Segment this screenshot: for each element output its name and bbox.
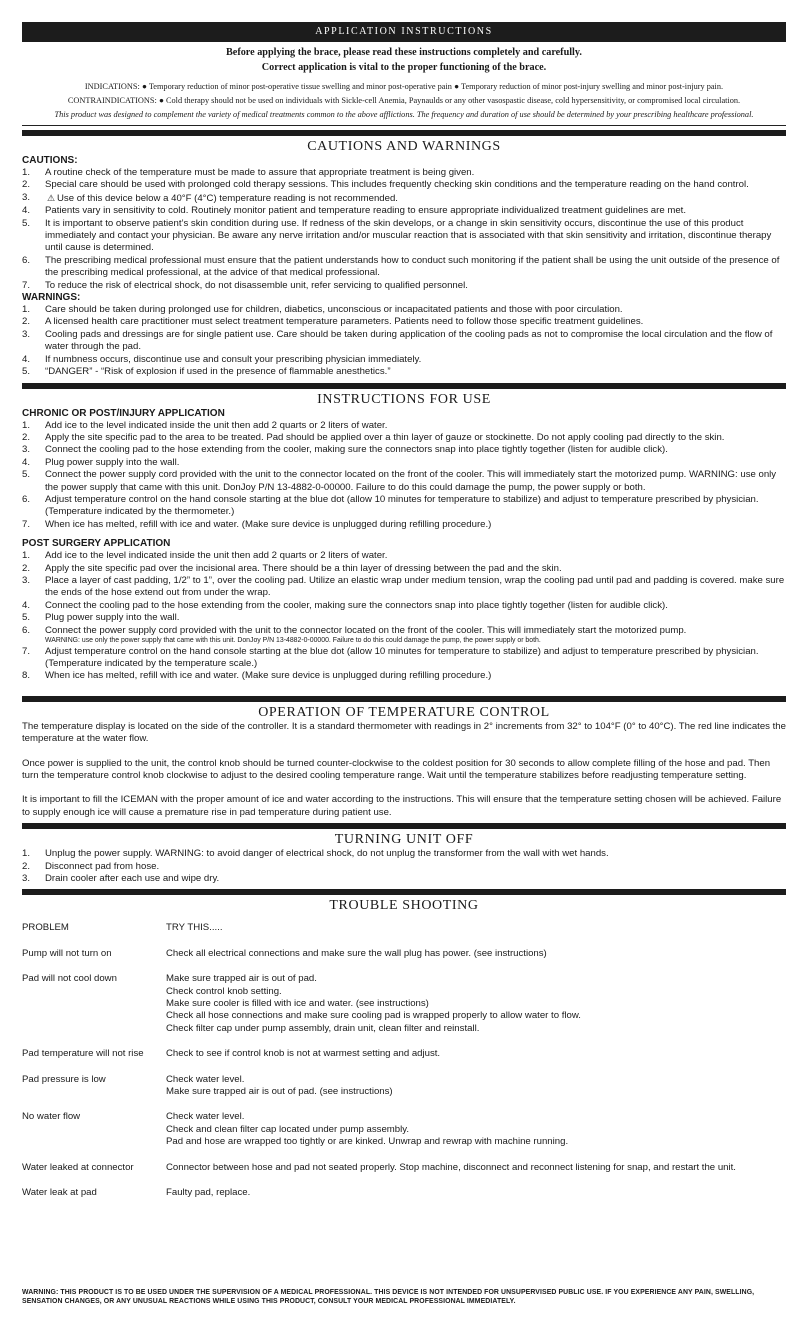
list-item [22,167,786,179]
item-text: Connect the power supply cord provided with the unit to the connector located on the front of the cooler. This will immediately start the motorized pump. [45,624,687,636]
divider [22,125,786,126]
contraindications-text: Cold therapy should not be used on individuals with Sickle-cell Anemia, Paynaulds or any other vasospastic disease, cold hypersensitivity, or compromised local circulation. [166,96,741,105]
document-page [22,22,786,1199]
solution-cell [166,1162,786,1174]
solution-cell [166,973,786,1035]
list-item [22,873,786,885]
item-text: Connect the power supply cord provided with the unit to the connector located on the front of the cooler. This will immediately start the motorized pump. WARNING: use only the power supply that came with this unit. DonJoy P/N 13-4882-0-00000. Failure to do this could damage the pump, the power supply or both. [45,469,777,493]
list-item [22,600,786,612]
list-item [22,329,786,354]
cautions-heading: CAUTIONS: [22,155,78,166]
solution-line: Connector between hose and pad not seated properly. Stop machine, disconnect and reconnect listening for snap, and restart the unit. [166,1161,736,1173]
list-item [22,457,786,469]
turning-off-title: TURNING UNIT OFF [334,832,474,848]
item-text: Unplug the power supply. WARNING: to avoid danger of electrical shock, do not unplug the transformer from the wall with wet hands. [45,848,609,860]
indications-label: INDICATIONS: [84,82,140,91]
item-number: 5. [22,469,31,481]
warnings-heading: WARNINGS: [22,292,81,304]
item-text: A licensed health care practitioner must select treatment temperature parameters. Patients need to follow those specific treatment guidelines. [45,316,644,328]
solution-line: Check water level. [166,1111,245,1123]
item-text: When ice has melted, refill with ice and water. (Make sure device is unplugged during refilling procedure.) [45,518,492,530]
list-item [22,861,786,873]
item-number: 5. [22,217,31,229]
item-number: 4. [22,599,31,611]
item-number: 1. [22,304,31,316]
item-number: 4. [22,205,31,217]
item-number: 3. [22,191,31,203]
list-item [22,218,786,255]
item-text: The prescribing medical professional must ensure that the patient understands how to conduct such monitoring if the patient shall be using the unit outside of the presence of the prescribing medical professional, at the advice of that medical professional. [45,254,780,279]
list-item [22,316,786,328]
item-number: 7. [22,645,31,657]
contraindications-label: CONTRAINDICATIONS: [67,96,157,105]
item-number: 6. [22,493,31,505]
item-number: 2. [22,562,31,574]
item-text: Connect the cooling pad to the hose extending from the cooler, making sure the connectors snap into place tightly together (listen for audible click). [45,444,668,456]
item-text: Adjust temperature control on the hand console starting at the blue dot (allow 10 minutes for temperature to stabilize) and adjust to temperature prescribed by physician. (Temperature indicated by the thermometer.) [45,493,759,518]
bullet-icon: ● [454,82,460,91]
item-number: 1. [22,848,31,860]
item-number: 6. [22,624,31,636]
item-number: 2. [22,179,31,191]
design-note: This product was designed to complement the variety of medical treatments common to the above afflictions. The frequency and duration of use should be determined by your prescribing healthcare professional. [54,110,754,119]
item-text: Care should be taken during prolonged use for children, diabetics, unconscious or incapacitated patients and those with poor circulation. [45,304,623,316]
section-bar [22,130,786,136]
list-item [22,192,786,205]
section-bar [22,889,786,895]
solution-cell [166,948,786,960]
solution-line: Check all electrical connections and make sure the wall plug has power. (see instructions) [166,947,547,959]
solution-line: Check control knob setting. [166,985,282,997]
intro-line-2: Correct application is vital to the proper functioning of the brace. [261,62,547,73]
list-item [22,575,786,600]
problem-cell: Water leaked at connector [22,1161,134,1173]
item-text: It is important to observe patient’s skin condition during use. If redness of the skin develops, or a change in skin sensitivity occurs, discontinue the use of this product immediately and contact your physician. Be aware any nerve irritation and/or muscular reaction that is associated with that skin sensitivity and irritation, discontinue therapy until cause is determined. [45,217,772,254]
item-text: To reduce the risk of electrical shock, do not disassemble unit, refer servicing to qualified personnel. [45,279,468,291]
indications [22,80,786,122]
list-item [22,848,786,860]
problem-cell: Pump will not turn on [22,947,112,959]
problem-cell: Pad will not cool down [22,973,117,985]
indications-text-2: Temporary reduction of minor post-injury swelling and minor post-injury pain. [460,82,724,91]
indications-text-1: Temporary reduction of minor post-operative tissue swelling and minor post-operative pain [148,82,452,91]
section-bar [22,383,786,389]
problem-cell: Pad pressure is low [22,1073,106,1085]
try-this-column-header: TRY THIS..... [166,922,223,934]
item-text: Apply the site specific pad over the incisional area. There should be a thin layer of dressing between the pad and the skin. [45,562,562,574]
list-item [22,420,786,432]
item-text: Add ice to the level indicated inside the unit then add 2 quarts or 2 liters of water. [45,550,388,562]
footer-warning: WARNING: THIS PRODUCT IS TO BE USED UNDER THE SUPERVISION OF A MEDICAL PROFESSIONAL. THIS DEVICE IS NOT INTENDED FOR UNSUPERVISED PUBLIC USE. IF YOU EXPERIENCE ANY PAIN, SWELLING, SENSATION CHANGES, OR ANY UNUSUAL REACTIONS WHILE USING THIS PRODUCT, CONSULT YOUR MEDICAL PROFESSIONAL IMMEDIATELY. [22,1289,755,1305]
list-item [22,612,786,624]
item-number: 2. [22,316,31,328]
troubleshooting-title: TROUBLE SHOOTING [329,898,479,914]
intro-text [22,45,786,75]
application-instructions-banner: APPLICATION INSTRUCTIONS [22,22,786,42]
item-text: A routine check of the temperature must be made to assure that appropriate treatment is being given. [45,167,475,178]
item-number: 8. [22,670,31,682]
operation-paragraph-3: It is important to fill the ICEMAN with the proper amount of ice and water according to the instructions. This will ensure that the temperature setting chosen will be achieved. Failure to supply enough ice will cause a premature rise in pad temperature during patient use. [22,794,782,818]
item-text: If numbness occurs, discontinue use and consult your prescribing physician immediately. [45,353,422,365]
list-item [22,550,786,562]
table-row [22,1162,786,1174]
operation-title: OPERATION OF TEMPERATURE CONTROL [258,704,550,720]
list-item [22,179,786,191]
troubleshooting-header-row [22,922,786,934]
list-item [22,494,786,519]
item-text: Add ice to the level indicated inside the unit then add 2 quarts or 2 liters of water. [45,419,388,431]
solution-line: Pad and hose are wrapped too tightly or are kinked. Unwrap and rewrap with machine running. [166,1136,569,1148]
item-number: 5. [22,612,31,624]
contraindications-line [22,94,786,108]
section-bar [22,823,786,829]
item-number: 7. [22,518,31,530]
indications-line [22,80,786,94]
item-number: 4. [22,353,31,365]
item-number: 1. [22,550,31,562]
table-row [22,1074,786,1099]
list-item [22,354,786,366]
list-item [22,444,786,456]
list-item [22,469,786,494]
cautions-title: CAUTIONS AND WARNINGS [307,139,501,154]
solution-line: Faulty pad, replace. [166,1187,251,1199]
problem-column-header: PROBLEM [22,922,69,934]
list-item [22,280,786,292]
bullet-icon: ● [141,82,147,91]
bullet-icon: ● [158,96,164,105]
item-number: 7. [22,279,31,291]
item-number: 3. [22,574,31,586]
list-item [22,255,786,280]
solution-cell [166,1074,786,1099]
solution-cell [166,1111,786,1148]
warning-triangle-icon: ⚠ [46,192,56,203]
instructions-title: INSTRUCTIONS FOR USE [317,391,491,407]
item-number: 1. [22,419,31,431]
item-number: 2. [22,860,31,872]
item-text: Plug power supply into the wall. [45,612,180,624]
solution-line: Check to see if control knob is not at warmest setting and adjust. [166,1048,441,1060]
problem-cell: Water leak at pad [22,1187,97,1199]
list-item [22,432,786,444]
turning-off-list [22,848,786,885]
table-row [22,1111,786,1148]
solution-cell [166,1187,786,1199]
item-number: 5. [22,366,31,378]
solution-line: Make sure cooler is filled with ice and water. (see instructions) [166,998,429,1009]
solution-line: Check water level. [166,1073,245,1085]
item-number: 3. [22,444,31,456]
item-text: Apply the site specific pad to the area to be treated. Pad should be applied over a thin layer of gauze or stockinette. Do not apply cooling pad directly to the skin. [45,431,725,443]
item-text: Use of this device below a 40°F (4°C) temperature reading is not recommended. [57,192,398,204]
item-number: 3. [22,872,31,884]
item-number: 6. [22,254,31,266]
item-text: Place a layer of cast padding, 1/2” to 1”, over the cooling pad. Utilize an elastic wrap under medium tension, wrap the cooling pad until pad and padding is covered. make sure the ends of the hose extend out from under the wrap. [45,574,785,599]
chronic-heading: CHRONIC OR POST/INJURY APPLICATION [22,407,225,419]
operation-paragraph-1: The temperature display is located on the side of the controller. It is a standard thermometer with readings in 2° increments from 32° to 104°F (0° to 40°C). The red line indicates the temperature at the water flow. [22,720,786,745]
table-row [22,1187,786,1199]
item-number: 4. [22,456,31,468]
list-item [22,563,786,575]
item-text: Plug power supply into the wall. [45,456,180,468]
cautions-list [22,167,786,292]
solution-line: Make sure trapped air is out of pad. [166,973,317,985]
problem-cell: No water flow [22,1111,81,1123]
section-bar [22,696,786,702]
solution-line: Check and clean filter cap located under pump assembly. [166,1123,409,1135]
chronic-list [22,420,786,532]
post-surgery-list [22,550,786,683]
operation-paragraph-2: Once power is supplied to the unit, the control knob should be turned counter-clockwise to the coldest position for 30 seconds to allow complete filling of the hose and pad. Then turn the temperature control knob clockwise to adjust to the desired cooling temperature range. Wait until the temperature stabilizes before readjusting temperature setting. [22,757,771,781]
item-text: Adjust temperature control on the hand console starting at the blue dot (allow 10 minutes for temperature to stabilize) and adjust to temperature prescribed by physician. (Temperature indicated by the temperature scale.) [45,645,759,669]
item-text: Patients vary in sensitivity to cold. Routinely monitor patient and temperature reading to ensure appropriate individualized treatment guidelines are met. [45,205,687,217]
intro-line-1: Before applying the brace, please read these instructions completely and carefully. [226,47,582,58]
list-item [22,205,786,217]
item-text: Drain cooler after each use and wipe dry. [45,872,220,884]
solution-cell [166,1048,786,1060]
table-row [22,973,786,1035]
item-text: When ice has melted, refill with ice and water. (Make sure device is unplugged during refilling procedure.) [45,670,492,682]
item-number: 2. [22,431,31,443]
item-number: 3. [22,328,31,340]
list-item [22,625,786,646]
warnings-list [22,304,786,378]
item-number: 1. [22,167,31,178]
item-text: Connect the cooling pad to the hose extending from the cooler, making sure the connectors snap into place tightly together (listen for audible click). [45,599,668,611]
item-text: “DANGER” - “Risk of explosion if used in the presence of flammable anesthetics.” [45,366,391,378]
solution-line: Check filter cap under pump assembly, drain unit, clean filter and reinstall. [166,1022,480,1034]
list-item [22,646,786,671]
solution-line: Check all hose connections and make sure cooling pad is wrapped properly to allow water to flow. [166,1010,581,1022]
list-item [22,366,786,378]
item-text: Special care should be used with prolonged cold therapy sessions. This includes frequently checking skin conditions and the temperature reading on the hand control. [45,179,749,191]
problem-cell: Pad temperature will not rise [22,1048,144,1060]
small-warning-text: WARNING: use only the power supply that came with this unit. DonJoy P/N 13-4882-0-00000. Failure to do this could damage the pump, the power supply or both. [45,637,541,644]
item-text: Disconnect pad from hose. [45,860,160,872]
table-row [22,1048,786,1060]
list-item [22,519,786,531]
table-row [22,948,786,960]
item-text: Cooling pads and dressings are for single patient use. Care should be taken during application of the cooling pads as not to compromise the local circulation and the flow of water through the pad. [45,328,773,353]
list-item [22,670,786,682]
list-item [22,304,786,316]
post-surgery-heading: POST SURGERY APPLICATION [22,538,171,550]
solution-line: Make sure trapped air is out of pad. (see instructions) [166,1086,393,1098]
